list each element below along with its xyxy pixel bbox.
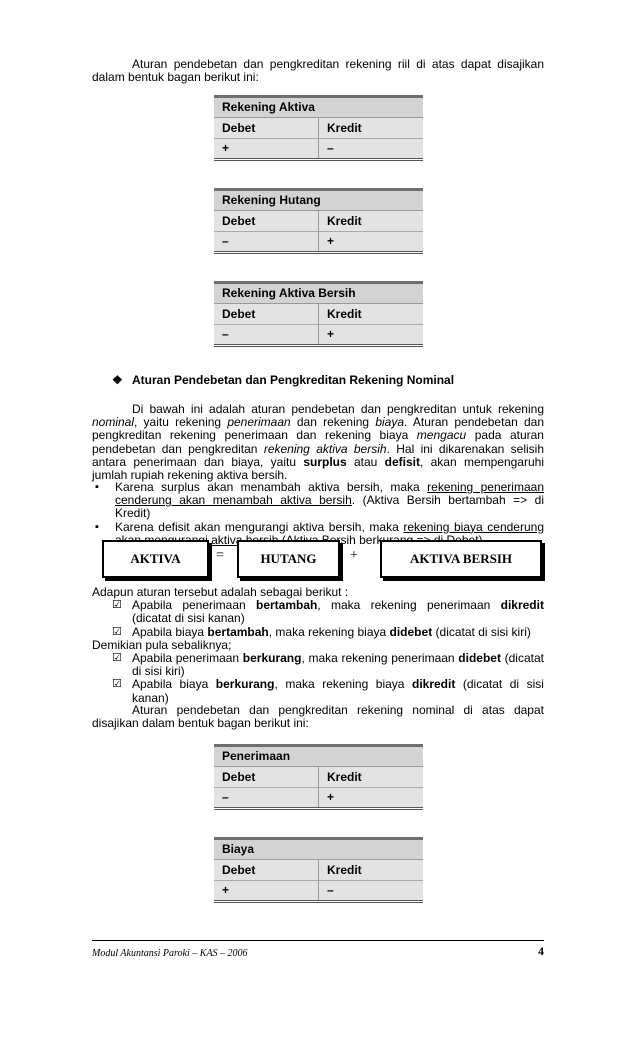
list-item: ▪ Karena defisit akan mengurangi aktiva bersih, maka rekening biaya cenderung aktiva [95,519,544,547]
t-account-biaya [214,837,423,903]
section-heading [112,373,454,387]
list-item: ☑ Apabila penerimaan bertambah, maka rekening penerimaan dikredit (dicatat di sisi kanan) [112,598,544,626]
equation-aktiva-bersih-box: AKTIVA BERSIH [380,540,542,578]
t-account-aktiva-bersih [214,281,423,347]
list-item: ☑ Apabila penerimaan berkurang, maka rekening penerimaan didebet (dicatat di sisi kiri) [112,651,544,679]
t-account-penerimaan [214,744,423,810]
kredit-sign: + [327,327,335,341]
kredit-header: Kredit [327,121,362,135]
debet-sign: + [214,881,319,900]
kredit-header: Kredit [327,770,362,784]
t-account-aktiva [214,95,423,161]
debet-sign: + [214,139,319,158]
kredit-sign: + [327,234,335,248]
debet-header: Debet [214,304,319,324]
t-account-title: Rekening Aktiva Bersih [214,281,423,303]
footer-text: Modul Akuntansi Paroki – KAS – 2006 [92,948,248,959]
rules-list-increase [92,599,544,639]
debet-header: Debet [214,211,319,231]
checked-box-icon: ☑ [112,599,122,612]
debet-header: Debet [214,767,319,787]
kredit-header: Kredit [327,863,362,877]
diamond-bullet-icon: ❖ [112,373,123,387]
debet-header: Debet [214,118,319,138]
equation-aktiva-box: AKTIVA [102,540,209,578]
t-account-title: Penerimaan [214,744,423,766]
body-paragraph: Di bawah ini adalah aturan pendebetan dan pengkreditan untuk rekening nominal, yaitu rekening penerimaan dan rekening biaya. Aturan pendebetan dan pengkreditan rekening penerimaan dan rekening biaya mengacu pada aturan pendebetan dan pengkreditan rekening aktiva bersih. Hal ini dikarenakan selisih antara penerimaan dan biaya, yaitu surplus atau defisit, akan mempengaruhi jumlah rupiah rekening aktiva bersih. [92,402,544,483]
effect-bullet-list [92,481,544,547]
square-bullet-icon: ▪ [95,481,99,493]
debet-header: Debet [214,860,319,880]
equals-sign: = [216,548,224,563]
debet-sign: – [214,788,319,807]
t-account-hutang [214,188,423,254]
rules-intro: Adapun aturan tersebut adalah sebagai berikut : [92,585,349,599]
kredit-header: Kredit [327,307,362,321]
kredit-sign: – [327,141,334,155]
kredit-header: Kredit [327,214,362,228]
rules-list-decrease [92,652,544,705]
t-account-title: Biaya [214,837,423,859]
page-number: 4 [538,944,544,958]
equation-hutang-box: HUTANG [237,540,340,578]
intro-paragraph: Aturan pendebetan dan pengkreditan rekening riil di atas dapat disajikan dalam bentuk bagan berikut ini: [92,57,544,85]
rules-block [92,586,544,705]
checked-box-icon: ☑ [112,625,122,638]
section-heading-text: Aturan Pendebetan dan Pengkreditan Rekening Nominal [132,373,455,387]
rules-between: Demikian pula sebaliknya; [92,637,232,652]
debet-sign: – [214,232,319,251]
checked-box-icon: ☑ [112,652,122,665]
page-footer [92,940,544,959]
kredit-sign: + [327,790,335,804]
debet-sign: – [214,325,319,344]
t-account-title: Rekening Hutang [214,188,423,210]
square-bullet-icon: ▪ [95,520,99,533]
plus-sign: + [350,548,358,563]
list-item: ▪ Karena surplus akan menambah aktiva bersih, maka rekening penerimaan cenderung akan menambah aktiva bersih. (Aktiva Bersih bertambah => di Kredit) [95,480,544,521]
list-item: ☑ Apabila biaya berkurang, maka rekening biaya dikredit (dicatat di sisi kanan) [112,677,544,705]
t-account-title: Rekening Aktiva [214,95,423,117]
outro-paragraph: Aturan pendebetan dan pengkreditan rekening nominal di atas dapat disajikan dalam bentuk bagan berikut ini: [92,703,544,731]
kredit-sign: – [327,883,334,897]
checked-box-icon: ☑ [112,678,122,691]
list-item: ☑ Apabila biaya bertambah, maka rekening biaya didebet (dicatat di sisi kiri) [112,624,531,639]
